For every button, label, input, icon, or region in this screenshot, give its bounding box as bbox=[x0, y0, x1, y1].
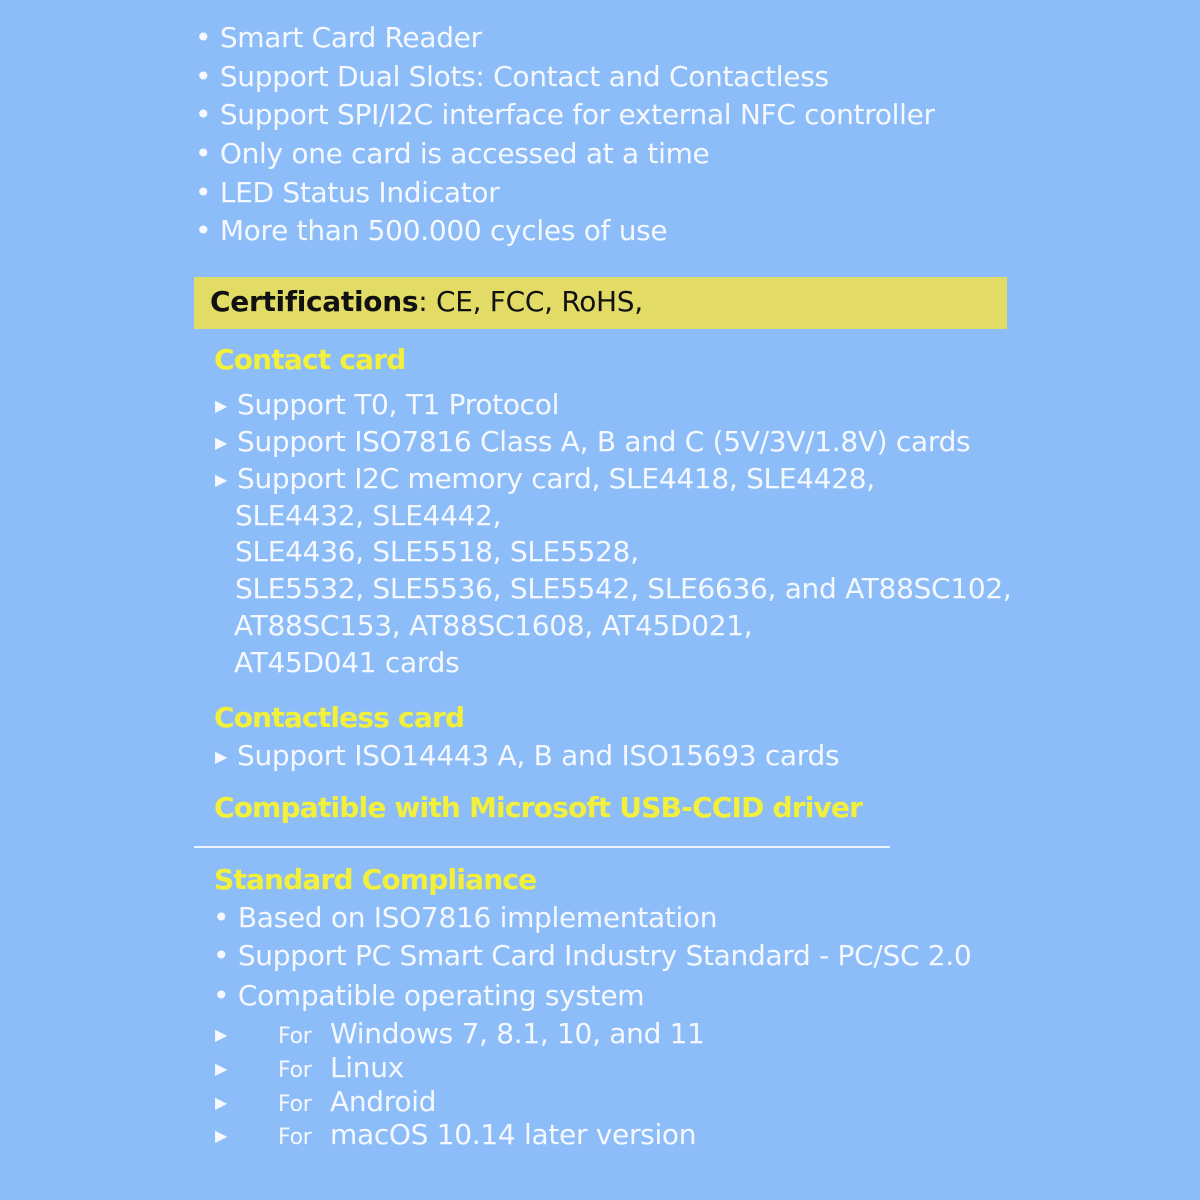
triangle-bullet-icon: ▶ bbox=[215, 433, 228, 452]
compliance-item: • Based on ISO7816 implementation bbox=[213, 901, 718, 934]
contactless-card-heading: Contactless card bbox=[214, 701, 465, 734]
item-text: Support I2C memory card, SLE4418, SLE4428, bbox=[237, 462, 875, 495]
item-text: Support PC Smart Card Industry Standard - PC/SC 2.0 bbox=[237, 939, 972, 972]
item-text: Based on ISO7816 implementation bbox=[237, 901, 718, 934]
for-label: For bbox=[278, 1024, 312, 1049]
triangle-bullet-icon: ▶ bbox=[215, 1025, 228, 1044]
driver-heading: Compatible with Microsoft USB-CCID driver bbox=[214, 791, 863, 824]
triangle-bullet-icon: ▶ bbox=[215, 747, 228, 766]
feature-item: • Smart Card Reader bbox=[195, 21, 482, 54]
contact-item bbox=[215, 424, 970, 461]
feature-text: LED Status Indicator bbox=[219, 176, 500, 209]
feature-text: Support SPI/I2C interface for external NFC controller bbox=[219, 98, 935, 131]
contact-continuation: AT45D041 cards bbox=[234, 646, 460, 679]
compliance-item: • Support PC Smart Card Industry Standard - PC/SC 2.0 bbox=[213, 939, 972, 972]
feature-item: • Only one card is accessed at a time bbox=[195, 137, 710, 170]
feature-item: • Support Dual Slots: Contact and Contactless bbox=[195, 60, 829, 93]
os-item bbox=[215, 1117, 696, 1156]
contact-card-heading: Contact card bbox=[214, 343, 406, 376]
feature-text: Smart Card Reader bbox=[219, 21, 482, 54]
contact-continuation: SLE5532, SLE5536, SLE5542, SLE6636, and AT88SC102, bbox=[235, 572, 1012, 605]
contact-continuation: SLE4436, SLE5518, SLE5528, bbox=[235, 535, 639, 568]
triangle-bullet-icon: ▶ bbox=[215, 396, 228, 415]
triangle-bullet-icon: ▶ bbox=[215, 1093, 228, 1112]
certifications-label: Certifications bbox=[210, 285, 419, 318]
contactless-item bbox=[215, 738, 839, 775]
compliance-item: • Compatible operating system bbox=[213, 979, 645, 1012]
triangle-bullet-icon: ▶ bbox=[215, 470, 228, 489]
certifications-value: : CE, FCC, RoHS, bbox=[418, 285, 643, 318]
os-name: Android bbox=[330, 1085, 437, 1118]
item-text: Support ISO14443 A, B and ISO15693 cards bbox=[237, 739, 840, 772]
item-text: Support ISO7816 Class A, B and C (5V/3V/1.8V) cards bbox=[237, 425, 971, 458]
feature-item: • More than 500.000 cycles of use bbox=[195, 214, 668, 247]
item-text: Compatible operating system bbox=[237, 979, 645, 1012]
feature-item: • LED Status Indicator bbox=[195, 176, 500, 209]
contact-item bbox=[215, 387, 559, 424]
triangle-bullet-icon: ▶ bbox=[215, 1059, 228, 1078]
for-label: For bbox=[278, 1125, 312, 1150]
certifications-banner bbox=[194, 277, 1007, 329]
feature-text: Support Dual Slots: Contact and Contactless bbox=[219, 60, 829, 93]
item-text: Support T0, T1 Protocol bbox=[237, 388, 560, 421]
feature-text: More than 500.000 cycles of use bbox=[219, 214, 668, 247]
contact-item bbox=[215, 461, 875, 498]
standard-compliance-heading: Standard Compliance bbox=[214, 863, 537, 896]
triangle-bullet-icon: ▶ bbox=[215, 1126, 228, 1145]
feature-text: Only one card is accessed at a time bbox=[219, 137, 710, 170]
feature-item: • Support SPI/I2C interface for external NFC controller bbox=[195, 98, 935, 131]
divider bbox=[194, 846, 890, 848]
contact-continuation: AT88SC153, AT88SC1608, AT45D021, bbox=[234, 609, 753, 642]
os-name: Linux bbox=[330, 1051, 404, 1084]
for-label: For bbox=[278, 1092, 312, 1117]
contact-continuation: SLE4432, SLE4442, bbox=[235, 499, 502, 532]
os-name: Windows 7, 8.1, 10, and 11 bbox=[330, 1017, 705, 1050]
os-name: macOS 10.14 later version bbox=[330, 1118, 697, 1151]
for-label: For bbox=[278, 1058, 312, 1083]
